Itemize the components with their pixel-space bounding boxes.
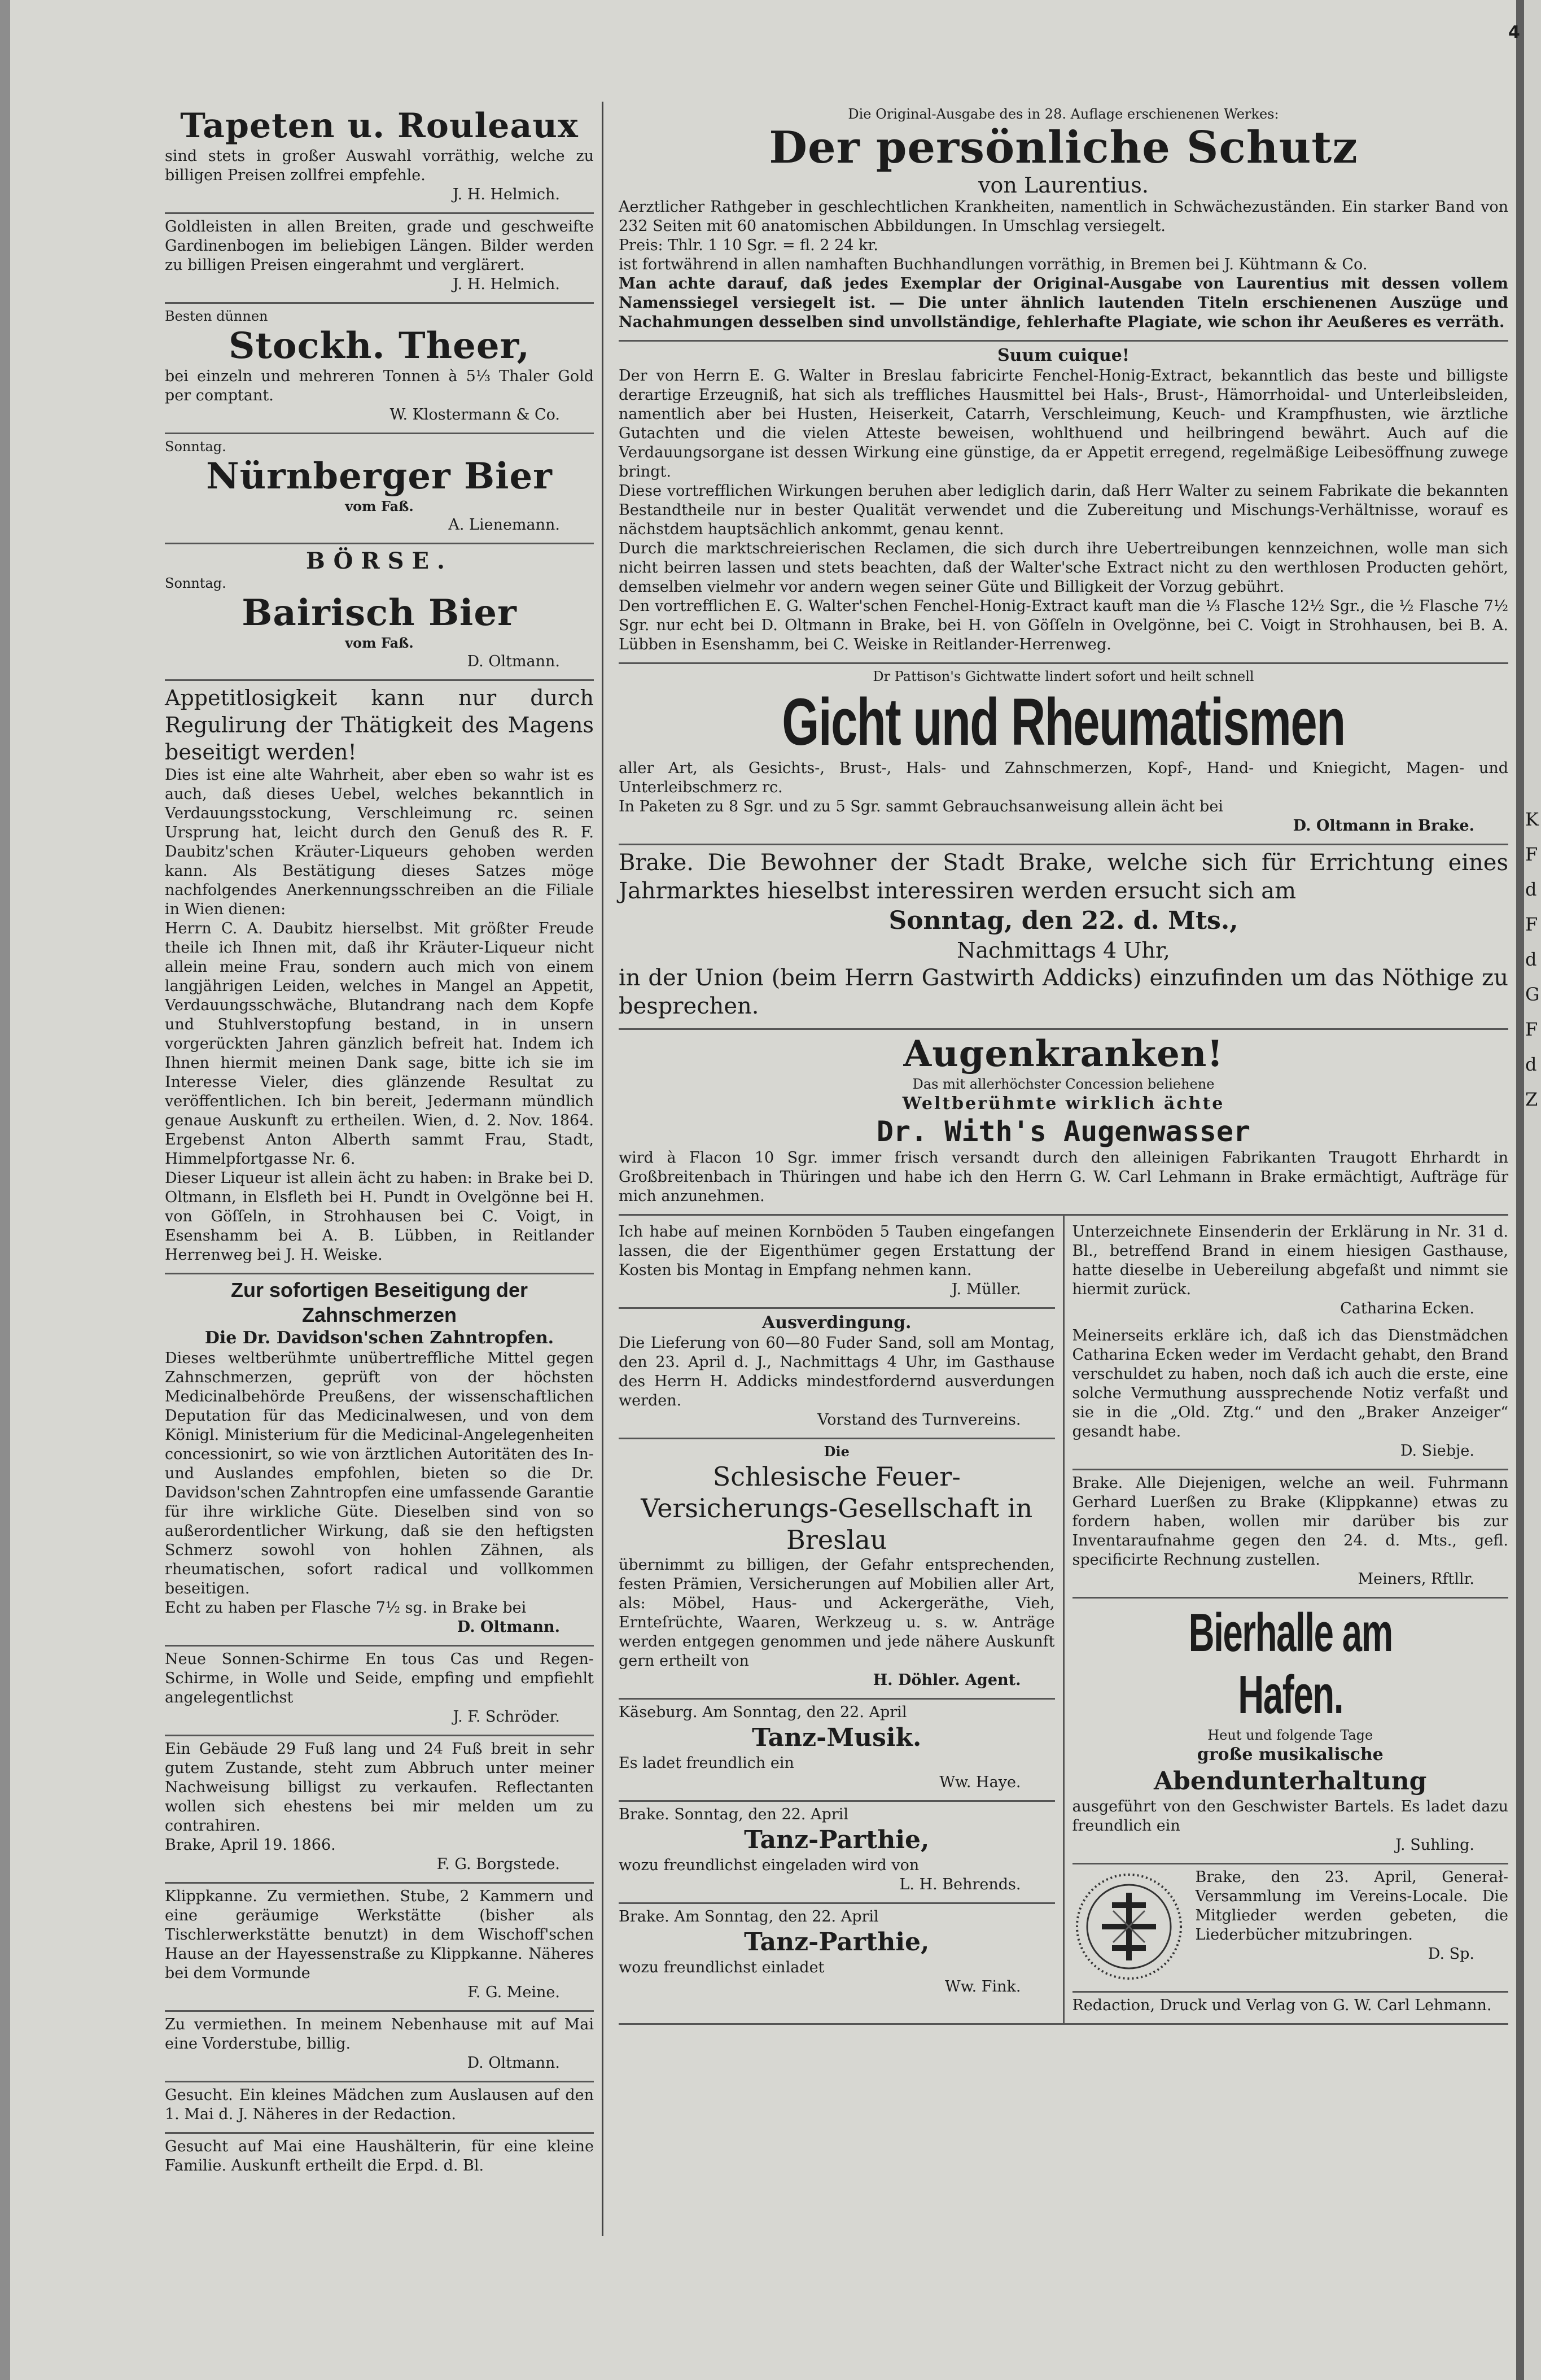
- ad-theer: [165, 304, 594, 434]
- ad-title: Tanz-Parthie,: [744, 1928, 930, 1957]
- ad-avail: ist fortwährend in allen namhaften Buchhandlungen vorräthig, in Bremen bei J. Kühtmann & Co.: [619, 256, 1368, 273]
- ad-pre: Das mit allerhöchster Concession beliehene: [912, 1076, 1215, 1092]
- imprint: [1072, 1993, 1509, 2023]
- ad-text: Ich habe auf meinen Kornböden 5 Tauben eingefangen lassen, die der Eigenthümer gegen Erstattung der Kosten bis Montag in Empfang nehmen kann.: [619, 1223, 1055, 1279]
- ad-sign: D. Oltmann.: [467, 2054, 560, 2072]
- ad-price: In Paketen zu 8 Sgr. und zu 5 Sgr. sammt Gebrauchsanweisung allein ächt bei: [619, 798, 1223, 815]
- ad-author: von Laurentius.: [978, 173, 1149, 198]
- ad-versicherung: [619, 1439, 1055, 1700]
- ad-sign: H. Döhler. Agent.: [873, 1671, 1021, 1689]
- ad-nuernberger: [165, 434, 594, 544]
- ad-date: Brake, April 19. 1866.: [165, 1836, 336, 1854]
- ad-sign: Vorstand des Turnvereins.: [817, 1411, 1021, 1429]
- ad-title: BÖRSE.: [306, 548, 453, 574]
- ad-text: bei einzeln und mehreren Tonnen à 5⅓ Thaler Gold per comptant.: [165, 368, 594, 404]
- ad-text: Goldleisten in allen Breiten, grade und geschweifte Gardinenbogen im beliebigen Längen. Bilder werden zu billigen Preisen eingerahmt und verglärert.: [165, 218, 594, 274]
- ad-sign-2: D. Siebje.: [1400, 1442, 1474, 1460]
- ad-bierhalle: [1072, 1599, 1509, 1864]
- ad-text-3: Durch die marktschreierischen Reclamen, die sich durch ihre Uebertreibungen kennzeichnen, wolle man sich nicht beirren lassen und stets beachten, daß der Walter'sche Extract nicht zu den werthlosen Producten gehört, demselben vielmehr vor andern wegen seiner Güte und Billigkeit der Vorzug gebührt.: [619, 540, 1508, 596]
- ad-sign: J. F. Schröder.: [453, 1708, 560, 1726]
- ad-text-2: Diese vortrefflichen Wirkungen beruhen aber lediglich darin, daß Herr Walter zu seinem Fabrikate die bekannten Bestandtheile nur in bester Qualität verwendet und die Zubereitung und Mischungs-Verhältnisse, worauf es nächstdem hauptsächlich ankommt, genau kennt.: [619, 482, 1508, 538]
- ad-verdingung: [619, 1309, 1055, 1439]
- next-page-edge: [1524, 0, 1541, 2380]
- ad-text: Unterzeichnete Einsenderin der Erklärung in Nr. 31 d. Bl., betreffend Brand in einem hiesigen Gasthause, hatte dieselbe in Uebereilung abgefaßt und nimmt sie hiermit zurück.: [1072, 1223, 1508, 1298]
- ad-sign: D. Oltmann.: [457, 1618, 560, 1636]
- ad-title: Zur sofortigen Beseitigung der Zahnschmerzen: [230, 1278, 528, 1326]
- ad-text: aller Art, als Gesichts-, Brust-, Hals- und Zahnschmerzen, Kopf-, Hand- und Kniegicht, Magen- und Unterleibschmerz rc.: [619, 759, 1508, 796]
- ad-text: Neue Sonnen-Schirme En tous Cas und Regen-Schirme, in Wolle und Seide, empfing und empfiehlt angelegentlichst: [165, 1650, 594, 1706]
- split-section: [619, 1216, 1508, 2025]
- ad-appetit: [165, 681, 594, 1274]
- ad-text: Brake. Die Bewohner der Stadt Brake, welche sich für Errichtung eines Jahrmarktes hieselbst interessiren werden ersucht sich am: [619, 850, 1508, 904]
- ad-text: wozu freundlichst eingeladen wird von: [619, 1857, 920, 1874]
- ad-erklaerung: [1072, 1219, 1509, 1470]
- ad-suum: [619, 342, 1508, 664]
- page-number: 4: [1508, 23, 1520, 42]
- split-left: [619, 1216, 1063, 2023]
- ad-sign: W. Klostermann & Co.: [389, 406, 560, 423]
- ad-price: Echt zu haben per Flasche 7½ sg. in Brake bei: [165, 1599, 527, 1617]
- ad-text: Aerztlicher Rathgeber in geschlechtlichen Krankheiten, namentlich in Schwächezuständen. Ein starker Band von 232 Seiten mit 60 anatomischen Abbildungen. In Umschlag versiegelt.: [619, 198, 1508, 235]
- ad-schutz: [619, 102, 1508, 342]
- ad-pre: Heut und folgende Tage: [1207, 1727, 1373, 1743]
- right-column: [619, 102, 1508, 2236]
- ad-sub: vom Faß.: [345, 498, 414, 514]
- ad-tapeten: [165, 102, 594, 214]
- ad-sign: D. Oltmann in Brake.: [1293, 817, 1474, 835]
- ad-sub: vom Faß.: [345, 635, 414, 651]
- ad-date: Sonntag, den 22. d. Mts.,: [888, 906, 1238, 935]
- ad-vermiethen-1: [165, 1884, 594, 2012]
- ad-title: Augenkranken!: [903, 1033, 1224, 1075]
- ad-sub: Weltberühmte wirklich ächte: [902, 1094, 1225, 1113]
- ad-title: Tanz-Parthie,: [744, 1826, 930, 1854]
- ad-letter: Herrn C. A. Daubitz hierselbst. Mit größter Freude theile ich Ihnen mit, daß ihr Kräuter-Liqueur nicht allein meine Frau, sondern auch mich von einem langjährigen Leiden, welches in Mangel an Appetit, Verdauungsschwäche, Blutandrang nach dem Kopfe und Stuhlverstopfung bestand, in in unsern vorgerückten Jahren gänzlich befreit hat. Indem ich Ihnen hiermit meinen Dank sage, bitte ich sie im Interesse Vieler, dies glänzende Resultat zu veröffentlichen. Ich bin bereit, Jedermann mündlich genaue Auskunft zu ertheilen. Wien, d. 2. Nov. 1864. Ergebenst Anton Alberth sammt Frau, Stadt, Himmelpfortgasse Nr. 6.: [165, 920, 594, 1168]
- ad-text: Zu vermiethen. In meinem Nebenhause mit auf Mai eine Vorderstube, billig.: [165, 2016, 594, 2053]
- ad-text: Brake. Alle Diejenigen, welche an weil. Fuhrmann Gerhard Luerßen zu Brake (Klippkanne) etwas zu fordern haben, wollen mir darüber bis zur Inventaraufnahme gegen den 24. d. Mts., gefl. specificirte Rechnung zustellen.: [1072, 1474, 1508, 1569]
- left-column: [165, 102, 603, 2236]
- ad-sign: Catharina Ecken.: [1340, 1300, 1474, 1317]
- ad-pre: Sonntag.: [165, 575, 226, 591]
- ad-text: sind stets in großer Auswahl vorräthig, welche zu billigen Preisen zollfrei empfehle.: [165, 147, 594, 184]
- ad-gesucht-2: [165, 2134, 594, 2184]
- ad-vermiethen-2: [165, 2012, 594, 2082]
- ad-text: Gesucht auf Mai eine Haushälterin, für eine kleine Familie. Auskunft ertheilt die Erpd. d. Bl.: [165, 2138, 594, 2174]
- ad-pre: Die Original-Ausgabe des in 28. Auflage erschienenen Werkes:: [848, 106, 1279, 122]
- ad-tanz-1: [619, 1700, 1055, 1802]
- ad-title: Tapeten u. Rouleaux: [180, 106, 579, 146]
- ad-text: wird à Flacon 10 Sgr. immer frisch versandt durch den alleinigen Fabrikanten Traugott Ehrhardt in Großbreitenbach in Thüringen und habe ich den Herrn G. W. Carl Lehmann in Brake ermächtigt, Aufträge für mich anzunehmen.: [619, 1149, 1508, 1205]
- ad-pre: Dr Pattison's Gichtwatte lindert sofort und heilt schnell: [873, 669, 1254, 684]
- ad-sign: D. Sp.: [1428, 1945, 1474, 1963]
- ad-sign: J. Müller.: [951, 1281, 1021, 1298]
- ad-note: Man achte darauf, daß jedes Exemplar der Original-Ausgabe von Laurentius mit dessen vollem Namenssiegel versiegelt ist. — Die unter ähnlich lautenden Titeln erschienenen Auszüge und Nachahmungen desselben sind unvollständige, fehlerhafte Plagiate, wie schon ihr Aeußeres es verräth.: [619, 275, 1508, 331]
- ad-sub: Die Dr. Davidson'schen Zahntropfen.: [204, 1328, 554, 1348]
- ad-pre: Käseburg. Am Sonntag, den 22. April: [619, 1704, 907, 1721]
- ad-schirme: [165, 1647, 594, 1736]
- ad-goldleisten: [165, 214, 594, 304]
- ad-gicht: [619, 664, 1508, 845]
- ad-sign: A. Lienemann.: [448, 516, 560, 534]
- ad-sign: D. Oltmann.: [467, 653, 560, 670]
- ad-title: Ausverdingung.: [761, 1313, 912, 1333]
- ad-sign: Ww. Haye.: [939, 1774, 1021, 1791]
- ad-text: übernimmt zu billigen, der Gefahr entsprechenden, festen Prämien, Versicherungen auf Mobilien aller Art, als: Möbel, Haus- und Ackergeräthe, Vieh, Ernteſrüchte, Waaren, Werkzeug u. s. w. Anträge werden entgegen genommen und jede nähere Auskunft gern ertheilt von: [619, 1556, 1055, 1670]
- ad-title: Der persönliche Schutz: [769, 122, 1358, 173]
- ad-text: wozu freundlichst einladet: [619, 1959, 825, 1976]
- ad-boerse: [165, 544, 594, 681]
- ad-pre: Die: [824, 1443, 850, 1460]
- ad-text: Dies ist eine alte Wahrheit, aber eben so wahr ist es auch, daß dieses Uebel, welches bekanntlich in Verdauungsstockung, Verschleimung rc. seinen Ursprung hat, leicht durch den Genuß des R. F. Daubitz'schen Kräuter-Liqueurs gehoben werden kann. Als Bestätigung dieses Satzes möge nachfolgendes Anerkennungsschreiben an die Filiale in Wien dienen:: [165, 766, 594, 918]
- ad-time: Nachmittags 4 Uhr,: [957, 938, 1170, 963]
- ad-title: Gicht und Rheumatismen: [782, 685, 1345, 759]
- ad-sign: F. G. Meine.: [467, 1984, 560, 2001]
- ad-klippkanne: [1072, 1470, 1509, 1599]
- ad-pre: Sonntag.: [165, 439, 226, 455]
- ad-sign: F. G. Borgstede.: [436, 1855, 560, 1873]
- ad-text-2: Meinerseits erkläre ich, daß ich das Dienstmädchen Catharina Ecken weder im Verdacht gehabt, den Brand verschuldet zu haben, noch daß ich auch die erste, eine solche Vermuthung aussprechende Notiz verfaßt und sie in die „Old. Ztg.“ und den „Braker Anzeiger“ gesandt habe.: [1072, 1327, 1508, 1440]
- imprint-text: Redaction, Druck und Verlag von G. W. Carl Lehmann.: [1072, 1997, 1492, 2014]
- ad-augen: [619, 1030, 1508, 1216]
- ad-sign: Ww. Fink.: [944, 1978, 1021, 1995]
- ad-title: Bierhalle am Hafen.: [1188, 1602, 1393, 1725]
- ad-sub: große musikalische: [1197, 1745, 1384, 1765]
- ad-text-2: in der Union (beim Herrn Gastwirth Addicks) einzufinden um das Nöthige zu besprechen.: [619, 965, 1508, 1019]
- ad-title: Appetitlosigkeit kann nur durch Regulirung der Thätigkeit des Magens beseitigt werden!: [165, 685, 594, 765]
- ad-text: Der von Herrn E. G. Walter in Breslau fabricirte Fenchel-Honig-Extract, bekanntlich das beste und billigste derartige Erzeugniß, hat sich als treffliches Hausmittel bei Hals-, Brust-, Hämorrhoidal- und Unterleibsleiden, namentlich aber bei Husten, Heiserkeit, Catarrh, Verschleimung, Keuch- und Krampfhusten, wie ärztliche Gutachten und die vielen Atteste beweisen, wohlthuend und heilbringend bewährt. Auch auf die Verdauungsorgane ist dessen Wirkung eine günstige, da er Appetit erregend, regelmäßige Leibesöffnung zuwege bringt.: [619, 367, 1508, 481]
- ad-sign: J. Suhling.: [1395, 1836, 1474, 1854]
- ad-zahn: [165, 1274, 594, 1647]
- ad-text: Gesucht. Ein kleines Mädchen zum Auslausen auf den 1. Mai d. J. Näheres in der Redaction.: [165, 2086, 594, 2123]
- ad-price: Preis: Thlr. 1 10 Sgr. = fl. 2 24 kr.: [619, 237, 878, 254]
- ad-tauben: [619, 1219, 1055, 1309]
- society-seal: [1072, 1870, 1185, 1983]
- ad-title: Tanz-Musik.: [752, 1723, 922, 1752]
- ad-gesucht-1: [165, 2082, 594, 2134]
- ad-text: Brake, den 23. April, Generał-Versammlung im Vereins-Locale. Die Mitglieder werden gebeten, die Liederbücher mitzubringen.: [1195, 1868, 1508, 1944]
- ad-text: ausgeführt von den Geschwister Bartels. Es ladet dazu freundlich ein: [1072, 1798, 1508, 1835]
- ad-text-4: Den vortrefflichen E. G. Walter'schen Fenchel-Honig-Extract kauft man die ⅓ Flasche 12½ Sgr., die ½ Flasche 7½ Sgr. nur echt bei D. Oltmann in Brake, bei H. von Göſſeln in Ovelgönne, bei C. Voigt in Strohhausen, bei B. A. Lübben in Esenshamm, bei C. Weiske in Reitlander-Herrenweg.: [619, 597, 1508, 653]
- ad-where: Dieser Liqueur ist allein ächt zu haben: in Brake bei D. Oltmann, in Elsfleth bei H. Pundt in Ovelgönne bei H. von Göſſeln, in Strohhausen bei C. Voigt, in Esenshamm bei A. B. Lübben, in Reitlander Herrenweg bei J. H. Weiske.: [165, 1169, 594, 1264]
- ad-pre: Brake. Sonntag, den 22. April: [619, 1806, 848, 1823]
- ad-sign: L. H. Behrends.: [899, 1876, 1021, 1893]
- ad-title: Stockh. Theer,: [229, 325, 530, 367]
- ad-pre: Brake. Am Sonntag, den 22. April: [619, 1908, 879, 1925]
- seal-icon: [1072, 1870, 1185, 1983]
- ad-tanz-2: [619, 1802, 1055, 1904]
- ad-tanz-3: [619, 1904, 1055, 2005]
- ad-sign: Meiners, Rftllr.: [1358, 1570, 1474, 1588]
- split-right: [1063, 1216, 1509, 2023]
- ad-text: Klippkanne. Zu vermiethen. Stube, 2 Kammern und eine geräumige Werkstätte (bisher als Tischlerwerkstätte benutzt) in dem Wischoff'schen Hause an der Hayessenstraße zu Klippkanne. Näheres bei dem Vormunde: [165, 1888, 594, 1982]
- ad-sign: J. H. Helmich.: [452, 276, 560, 293]
- ad-text: Ein Gebäude 29 Fuß lang und 24 Fuß breit in sehr gutem Zustande, steht zum Abbruch unter meiner Nachweisung billigst zu verkaufen. Reflectanten wollen sich ehestens bei mir melden um zu contrahiren.: [165, 1740, 594, 1835]
- ad-text: Dieses weltberühmte unübertreffliche Mittel gegen Zahnschmerzen, geprüft von der höchsten Medicinalbehörde Preußens, der wissenschaftlichen Deputation für das Medicinalwesen, und von dem Königl. Ministerium für die Medicinal-Angelegenheiten concessionirt, so wie von ärztlichen Autoritäten des In- und Auslandes empfohlen, bieten so die Dr. Davidson'schen Zahntropfen eine umfassende Garantie für ihre wirkliche Güte. Dieselben sind von so außerordentlicher Wirkung, daß sie den heftigsten Schmerz sowohl von hohlen Zähnen, als rheumatischen, sofort radical und vollkommen beseitigen.: [165, 1350, 594, 1597]
- ad-text: Es ladet freundlich ein: [619, 1754, 794, 1772]
- ad-gebaeude: [165, 1736, 594, 1884]
- ad-sign: J. H. Helmich.: [452, 186, 560, 203]
- ad-name: Dr. With's Augenwasser: [876, 1115, 1251, 1148]
- ad-jahrmarkt: [619, 845, 1508, 1030]
- ad-title: Suum cuique!: [997, 346, 1130, 365]
- next-page-letters: K F d F d G F d Z: [1525, 809, 1540, 1110]
- ad-title: Nürnberger Bier: [206, 455, 553, 497]
- ad-verein: [1072, 1864, 1509, 1993]
- ad-title: Schlesische Feuer-Versicherungs-Gesellschaft in Breslau: [641, 1461, 1033, 1555]
- ad-text: Die Lieferung von 60—80 Fuder Sand, soll am Montag, den 23. April d. J., Nachmittags 4 Uhr, im Gasthause des Herrn H. Addicks mindestfordernd ausverdungen werden.: [619, 1334, 1055, 1409]
- ad-beer: Bairisch Bier: [242, 592, 517, 634]
- ad-event: Abendunterhaltung: [1154, 1767, 1427, 1796]
- ad-pre: Besten dünnen: [165, 308, 268, 324]
